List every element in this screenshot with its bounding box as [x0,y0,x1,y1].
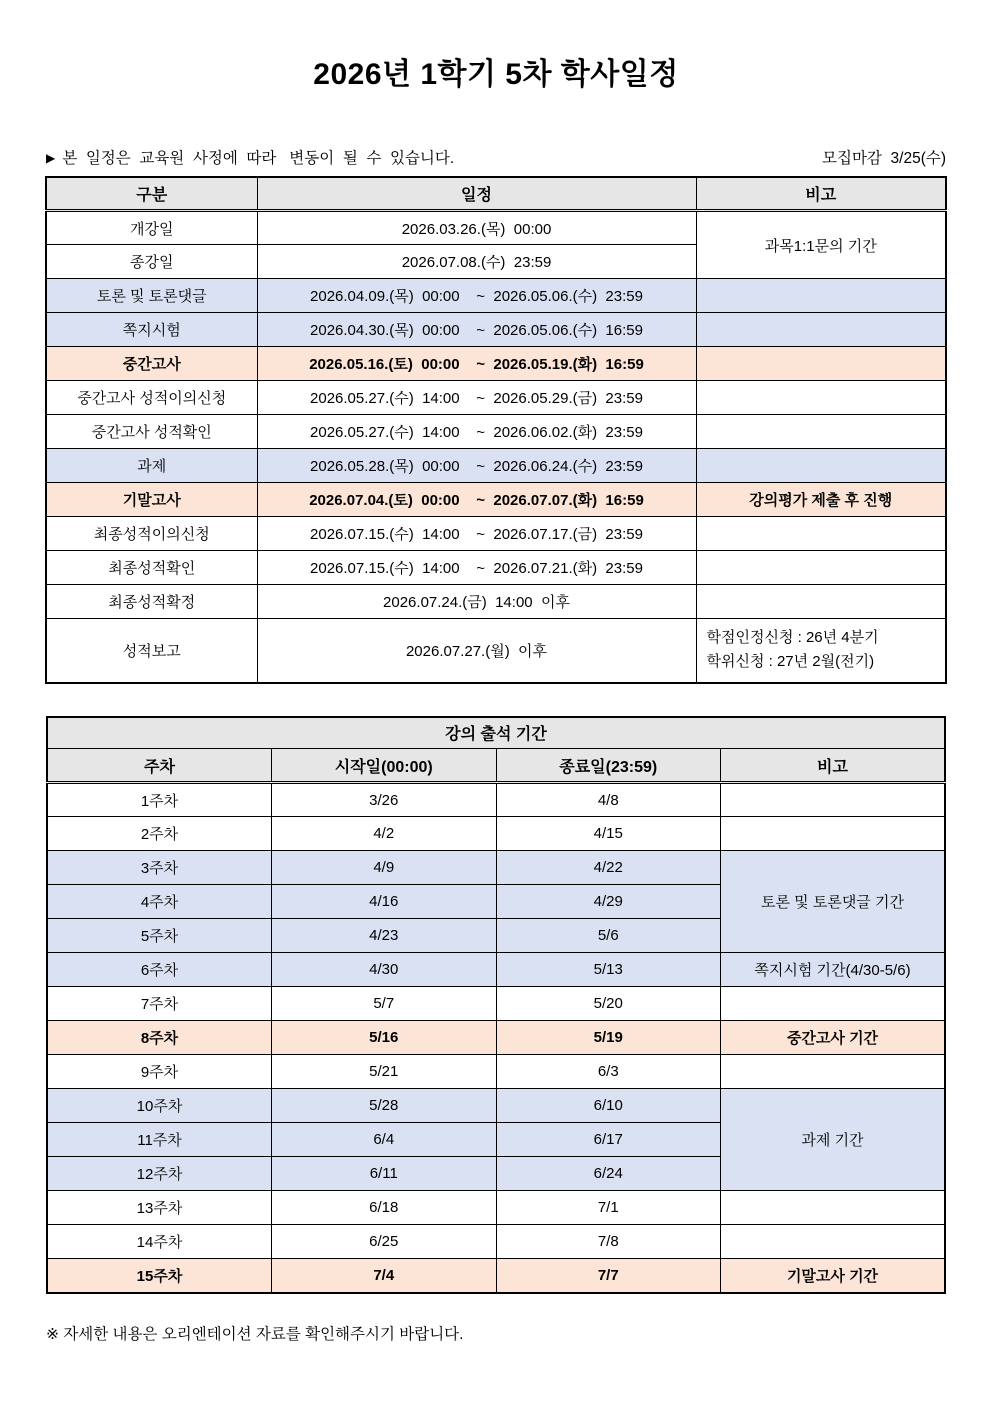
start-date-cell: 5/28 [272,1089,497,1123]
table-row [46,313,946,347]
table-row [46,279,946,313]
category-cell: 최종성적확정 [46,585,257,619]
schedule-cell: 2026.07.15.(수) 14:00 ~ 2026.07.17.(금) 23:59 [257,517,696,551]
right-triangle-bullet-icon: ▶ [46,150,56,165]
schedule-cell: 2026.07.08.(수) 23:59 [257,245,696,279]
start-date-cell: 6/4 [272,1123,497,1157]
note-cell [696,415,946,449]
schedule-cell: 2026.05.28.(목) 00:00 ~ 2026.06.24.(수) 23:59 [257,449,696,483]
week-cell: 13주차 [47,1191,272,1225]
category-cell: 종강일 [46,245,257,279]
deadline-text: 모집마감 3/25(수) [822,149,946,167]
note-cell: 중간고사 기간 [721,1021,946,1055]
table-row [47,817,945,851]
attendance-table-title-row [47,717,945,749]
end-date-cell: 4/15 [496,817,721,851]
note-cell [696,585,946,619]
week-cell: 11주차 [47,1123,272,1157]
schedule-cell: 2026.07.27.(월) 이후 [257,619,696,683]
week-cell: 10주차 [47,1089,272,1123]
note-cell: 과제 기간 [721,1089,946,1191]
note-cell [696,381,946,415]
week-cell: 5주차 [47,919,272,953]
schedule-cell: 2026.04.09.(목) 00:00 ~ 2026.05.06.(수) 23:59 [257,279,696,313]
note-cell [721,817,946,851]
table-row [46,381,946,415]
attendance-table-title: 강의 출석 기간 [47,717,945,749]
note-line: 학위신청 : 27년 2월(전기) [706,653,875,671]
start-date-cell: 4/30 [272,953,497,987]
category-cell: 쪽지시험 [46,313,257,347]
column-header-start: 시작일(00:00) [272,749,497,783]
category-cell: 중간고사 성적이의신청 [46,381,257,415]
end-date-cell: 5/6 [496,919,721,953]
note-cell [721,783,946,817]
end-date-cell: 4/29 [496,885,721,919]
notice-row [46,146,946,168]
end-date-cell: 6/10 [496,1089,721,1123]
note-cell [721,1225,946,1259]
note-cell: 과목1:1문의 기간 [696,211,946,279]
category-cell: 성적보고 [46,619,257,683]
week-cell: 1주차 [47,783,272,817]
end-date-cell: 5/20 [496,987,721,1021]
table-row [46,551,946,585]
end-date-cell: 5/13 [496,953,721,987]
column-header-note: 비고 [721,749,946,783]
category-cell: 토론 및 토론댓글 [46,279,257,313]
category-cell: 최종성적확인 [46,551,257,585]
notice-text [46,146,454,168]
note-cell [696,347,946,381]
note-cell [696,313,946,347]
start-date-cell: 6/18 [272,1191,497,1225]
week-cell: 9주차 [47,1055,272,1089]
note-cell [696,449,946,483]
week-cell: 2주차 [47,817,272,851]
table-row [46,585,946,619]
schedule-cell: 2026.03.26.(목) 00:00 [257,211,696,245]
table-row [46,415,946,449]
schedule-cell: 2026.04.30.(목) 00:00 ~ 2026.05.06.(수) 16:59 [257,313,696,347]
attendance-table [46,716,946,1294]
end-date-cell: 6/3 [496,1055,721,1089]
end-date-cell: 4/8 [496,783,721,817]
week-cell: 14주차 [47,1225,272,1259]
note-cell [696,517,946,551]
table-row [47,1225,945,1259]
end-date-cell: 7/1 [496,1191,721,1225]
note-cell: 기말고사 기간 [721,1259,946,1293]
start-date-cell: 6/25 [272,1225,497,1259]
column-header-note: 비고 [696,177,946,211]
week-cell: 8주차 [47,1021,272,1055]
schedule-table [45,176,947,684]
table-row [47,1259,945,1293]
note-cell [696,551,946,585]
table-row [47,1089,945,1123]
table-row [47,1055,945,1089]
table-row [47,851,945,885]
week-cell: 7주차 [47,987,272,1021]
note-cell: 쪽지시험 기간(4/30-5/6) [721,953,946,987]
schedule-table-header-row [46,177,946,211]
column-header-schedule: 일정 [257,177,696,211]
note-cell [696,279,946,313]
table-row [47,987,945,1021]
section-gap [0,684,992,716]
schedule-cell: 2026.05.16.(토) 00:00 ~ 2026.05.19.(화) 16:59 [257,347,696,381]
page-title: 2026년 1학기 5차 학사일정 [313,58,679,91]
table-row [46,347,946,381]
schedule-cell: 2026.05.27.(수) 14:00 ~ 2026.06.02.(화) 23:59 [257,415,696,449]
note-cell [696,619,946,683]
schedule-cell: 2026.07.24.(금) 14:00 이후 [257,585,696,619]
end-date-cell: 4/22 [496,851,721,885]
attendance-table-header-row [47,749,945,783]
start-date-cell: 6/11 [272,1157,497,1191]
note-cell: 강의평가 제출 후 진행 [696,483,946,517]
footer-note: ※ 자세한 내용은 오리엔테이션 자료를 확인해주시기 바랍니다. [46,1325,464,1343]
column-header-week: 주차 [47,749,272,783]
category-cell: 개강일 [46,211,257,245]
table-row [46,211,946,245]
start-date-cell: 4/2 [272,817,497,851]
table-row [46,619,946,683]
start-date-cell: 4/16 [272,885,497,919]
week-cell: 12주차 [47,1157,272,1191]
week-cell: 15주차 [47,1259,272,1293]
end-date-cell: 6/24 [496,1157,721,1191]
category-cell: 중간고사 [46,347,257,381]
column-header-end: 종료일(23:59) [496,749,721,783]
end-date-cell: 5/19 [496,1021,721,1055]
table-row [47,1021,945,1055]
table-row [46,449,946,483]
schedule-cell: 2026.07.04.(토) 00:00 ~ 2026.07.07.(화) 16:59 [257,483,696,517]
category-cell: 과제 [46,449,257,483]
start-date-cell: 5/7 [272,987,497,1021]
note-cell [721,1055,946,1089]
category-cell: 최종성적이의신청 [46,517,257,551]
table-row [46,483,946,517]
table-row [47,1191,945,1225]
category-cell: 중간고사 성적확인 [46,415,257,449]
start-date-cell: 5/16 [272,1021,497,1055]
end-date-cell: 6/17 [496,1123,721,1157]
start-date-cell: 4/9 [272,851,497,885]
table-row [47,953,945,987]
schedule-cell: 2026.05.27.(수) 14:00 ~ 2026.05.29.(금) 23:59 [257,381,696,415]
note-cell [721,987,946,1021]
week-cell: 6주차 [47,953,272,987]
start-date-cell: 3/26 [272,783,497,817]
week-cell: 4주차 [47,885,272,919]
start-date-cell: 5/21 [272,1055,497,1089]
start-date-cell: 7/4 [272,1259,497,1293]
start-date-cell: 4/23 [272,919,497,953]
category-cell: 기말고사 [46,483,257,517]
table-row [46,517,946,551]
column-header-category: 구분 [46,177,257,211]
note-line: 학점인정신청 : 26년 4분기 [706,629,879,647]
note-cell [721,1191,946,1225]
end-date-cell: 7/8 [496,1225,721,1259]
end-date-cell: 7/7 [496,1259,721,1293]
note-cell: 토론 및 토론댓글 기간 [721,851,946,953]
week-cell: 3주차 [47,851,272,885]
schedule-cell: 2026.07.15.(수) 14:00 ~ 2026.07.21.(화) 23:59 [257,551,696,585]
notice-message: 본 일정은 교육원 사정에 따라 변동이 될 수 있습니다. [62,149,455,167]
table-row [47,783,945,817]
